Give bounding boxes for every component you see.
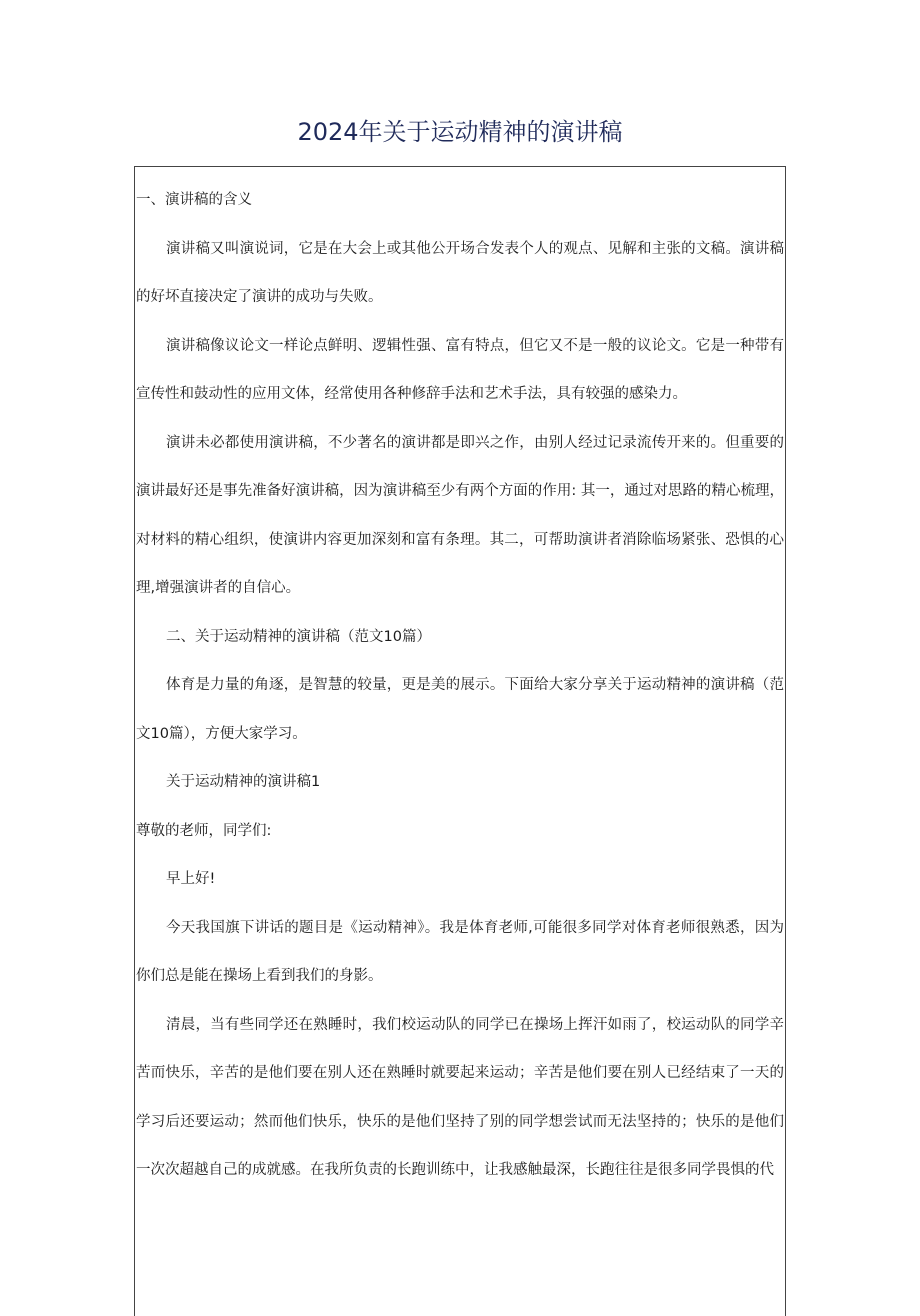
section-heading-1: 一、演讲稿的含义 bbox=[136, 192, 252, 208]
paragraph-intro: 体育是力量的角逐，是智慧的较量，更是美的展示。下面给大家分享关于运动精神的演讲稿（范文10篇），方便大家学习。 bbox=[136, 677, 784, 742]
salutation: 尊敬的老师，同学们: bbox=[136, 822, 272, 839]
section-heading-2: 二、关于运动精神的演讲稿（范文10篇） bbox=[166, 628, 431, 645]
document-body bbox=[136, 176, 784, 1195]
paragraph-definition: 演讲稿又叫演说词，它是在大会上或其他公开场合发表个人的观点、见解和主张的文稿。演讲稿的好坏直接决定了演讲的成功与失败。 bbox=[136, 240, 784, 305]
paragraph-morning-training: 清晨，当有些同学还在熟睡时，我们校运动队的同学已在操场上挥汗如雨了，校运动队的同学辛苦而快乐，辛苦的是他们要在别人还在熟睡时就要起来运动；辛苦是他们要在别人已经结束了一天的学习后还要运动；然而他们快乐，快乐的是他们坚持了别的同学想尝试而无法坚持的；快乐的是他们一次次超越自己的成就感。在我所负责的长跑训练中，让我感触最深，长跑往往是很多同学畏惧的代 bbox=[136, 1016, 784, 1178]
paragraph-characteristics: 演讲稿像议论文一样论点鲜明、逻辑性强、富有特点，但它又不是一般的议论文。它是一种带有宣传性和鼓动性的应用文体，经常使用各种修辞手法和艺术手法，具有较强的感染力。 bbox=[136, 337, 784, 402]
paragraph-speech-topic: 今天我国旗下讲话的题目是《运动精神》。我是体育老师,可能很多同学对体育老师很熟悉，因为你们总是能在操场上看到我们的身影。 bbox=[136, 919, 784, 984]
paragraph-purpose: 演讲未必都使用演讲稿，不少著名的演讲都是即兴之作，由别人经过记录流传开来的。但重要的演讲最好还是事先准备好演讲稿，因为演讲稿至少有两个方面的作用: 其一，通过对思路的精心梳理，对材料的精心组织，使演讲内容更加深刻和富有条理。其二，可帮助演讲者消除临场紧张、恐惧的心理,增强演讲者的自信心。 bbox=[136, 434, 784, 596]
document-title: 2024年关于运动精神的演讲稿 bbox=[297, 118, 623, 146]
greeting: 早上好! bbox=[166, 871, 216, 887]
speech-title-1: 关于运动精神的演讲稿1 bbox=[166, 774, 321, 790]
